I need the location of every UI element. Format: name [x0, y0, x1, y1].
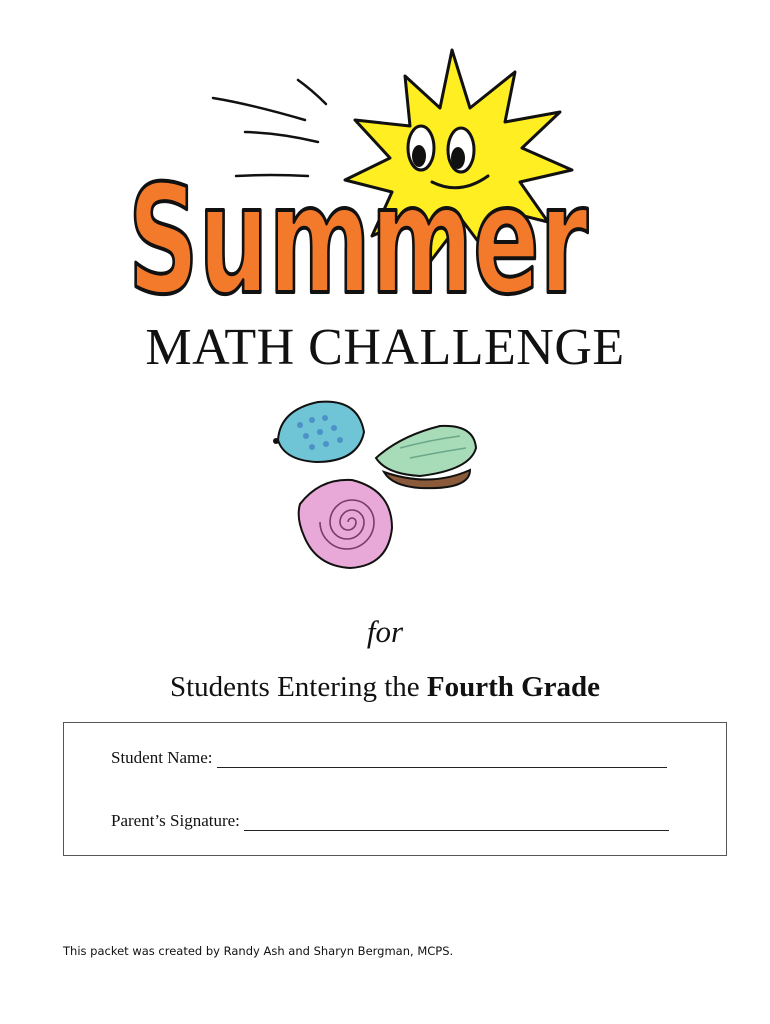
svg-text:Summer: Summer — [128, 154, 589, 328]
parent-signature-field — [111, 811, 669, 831]
for-label: for — [366, 614, 404, 649]
summer-logo — [128, 154, 588, 328]
page-title: MATH CHALLENGE — [145, 319, 625, 376]
student-name-input-line[interactable] — [217, 751, 667, 768]
parent-signature-input-line[interactable] — [244, 814, 669, 831]
grade-bold: Fourth Grade — [426, 671, 601, 703]
green-shell-icon — [376, 426, 476, 488]
student-name-label: Student Name: — [111, 748, 213, 767]
parent-signature-label: Parent’s Signature: — [111, 811, 240, 830]
grade-prefix: Students Entering the — [169, 671, 427, 703]
student-info-box — [63, 722, 727, 856]
blue-shell-icon — [273, 402, 364, 462]
pink-spiral-shell-icon — [299, 480, 392, 568]
credit-line: This packet was created by Randy Ash and Sharyn Bergman, MCPS. — [63, 944, 454, 958]
student-name-field — [111, 748, 667, 768]
grade-heading — [0, 671, 770, 704]
